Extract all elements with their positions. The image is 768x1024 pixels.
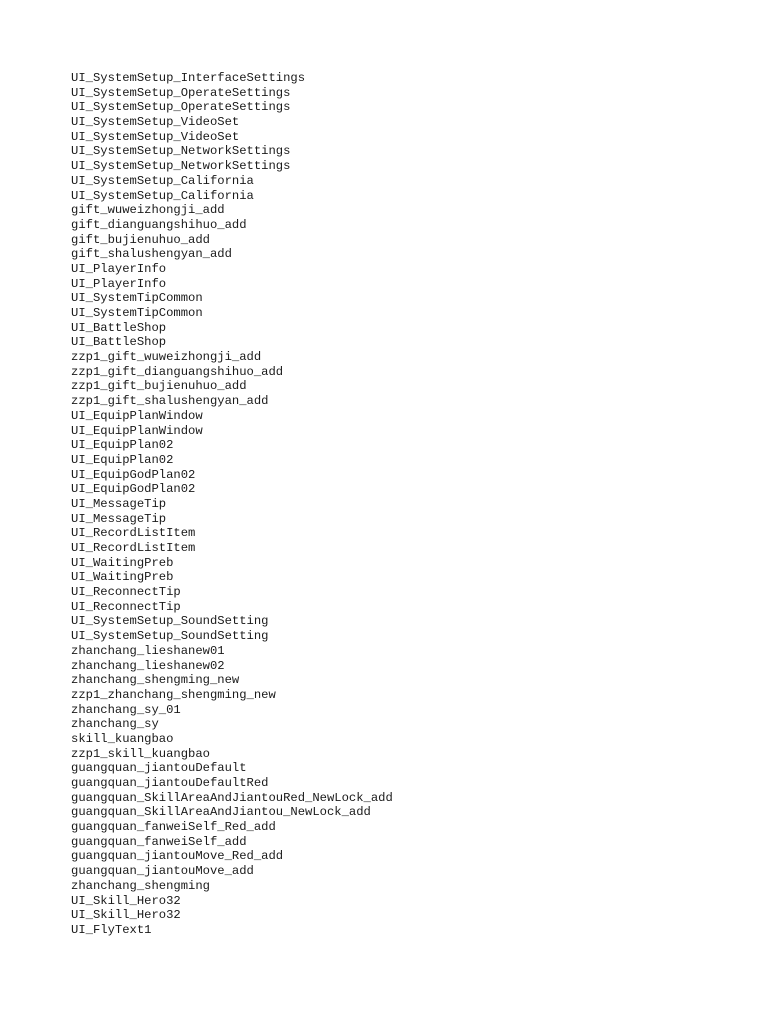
text-line: guangquan_fanweiSelf_add <box>71 834 247 849</box>
text-line: UI_PlayerInfo <box>71 276 167 291</box>
text-line: UI_EquipPlan02 <box>71 438 174 453</box>
text-line: zzp1_gift_bujienuhuo_add <box>71 379 247 394</box>
text-line: UI_FlyText1 <box>71 922 152 937</box>
text-line: UI_EquipGodPlan02 <box>71 467 196 482</box>
text-line: guangquan_SkillAreaAndJiantou_NewLock_add <box>71 805 371 820</box>
text-line: gift_wuweizhongji_add <box>71 203 225 218</box>
text-line: UI_BattleShop <box>71 335 167 350</box>
text-line: UI_EquipPlan02 <box>71 452 174 467</box>
text-line: UI_EquipPlanWindow <box>71 408 203 423</box>
text-line: UI_Skill_Hero32 <box>71 908 181 923</box>
text-line: zhanchang_lieshanew02 <box>71 658 225 673</box>
text-line: guangquan_jiantouMove_add <box>71 864 254 879</box>
text-line: UI_RecordListItem <box>71 541 196 555</box>
text-line: zzp1_zhanchang_shengming_new <box>71 687 276 702</box>
text-line: UI_SystemSetup_OperateSettings <box>71 85 291 100</box>
text-line: zhanchang_sy_01 <box>71 702 181 717</box>
text-line: UI_WaitingPreb <box>71 570 174 585</box>
text-line: UI_SystemTipCommon <box>71 306 203 320</box>
text-line: guangquan_jiantouDefault <box>71 761 247 776</box>
text-line: UI_WaitingPreb <box>71 555 174 570</box>
text-line: gift_bujienuhuo_add <box>71 232 210 247</box>
text-line: zhanchang_lieshanew01 <box>71 643 225 658</box>
text-line: UI_RecordListItem <box>71 526 196 541</box>
text-line: UI_SystemSetup_VideoSet <box>71 115 240 130</box>
text-line: UI_SystemSetup_VideoSet <box>71 129 240 144</box>
text-line: UI_SystemSetup_OperateSettings <box>71 100 291 115</box>
text-line: guangquan_SkillAreaAndJiantouRed_NewLock_add <box>71 790 393 805</box>
text-line: UI_ReconnectTip <box>71 599 181 614</box>
text-line: UI_SystemSetup_NetworkSettings <box>71 144 291 159</box>
text-line: UI_SystemSetup_NetworkSettings <box>71 159 291 174</box>
text-line: skill_kuangbao <box>71 731 174 746</box>
text-line: zzp1_skill_kuangbao <box>71 746 210 761</box>
text-line: zzp1_gift_wuweizhongji_add <box>71 350 262 365</box>
text-line: UI_EquipPlanWindow <box>71 423 203 438</box>
text-line: zzp1_gift_dianguangshihuo_add <box>71 364 284 379</box>
text-line: zhanchang_sy <box>71 717 159 732</box>
text-line: UI_MessageTip <box>71 496 167 511</box>
text-line: UI_SystemSetup_California <box>71 188 254 203</box>
text-line: zhanchang_shengming <box>71 878 210 893</box>
text-line: UI_SystemSetup_InterfaceSettings <box>71 71 306 85</box>
text-line: zzp1_gift_shalushengyan_add <box>71 394 269 409</box>
text-line: UI_BattleShop <box>71 320 167 335</box>
text-line: UI_ReconnectTip <box>71 585 181 600</box>
text-line: UI_PlayerInfo <box>71 261 167 276</box>
text-line: UI_SystemTipCommon <box>71 291 203 306</box>
text-line: UI_SystemSetup_SoundSetting <box>71 629 269 644</box>
text-line: UI_EquipGodPlan02 <box>71 482 196 497</box>
text-line: UI_MessageTip <box>71 511 167 526</box>
text-line: gift_dianguangshihuo_add <box>71 217 247 232</box>
text-line: guangquan_jiantouMove_Red_add <box>71 849 284 864</box>
text-line-list <box>71 71 393 938</box>
text-line: UI_SystemSetup_SoundSetting <box>71 614 269 629</box>
text-line: guangquan_fanweiSelf_Red_add <box>71 820 276 835</box>
text-line: UI_SystemSetup_California <box>71 173 254 188</box>
text-line: gift_shalushengyan_add <box>71 247 232 262</box>
text-line: zhanchang_shengming_new <box>71 673 240 688</box>
text-line: guangquan_jiantouDefaultRed <box>71 776 269 790</box>
text-line: UI_Skill_Hero32 <box>71 893 181 908</box>
